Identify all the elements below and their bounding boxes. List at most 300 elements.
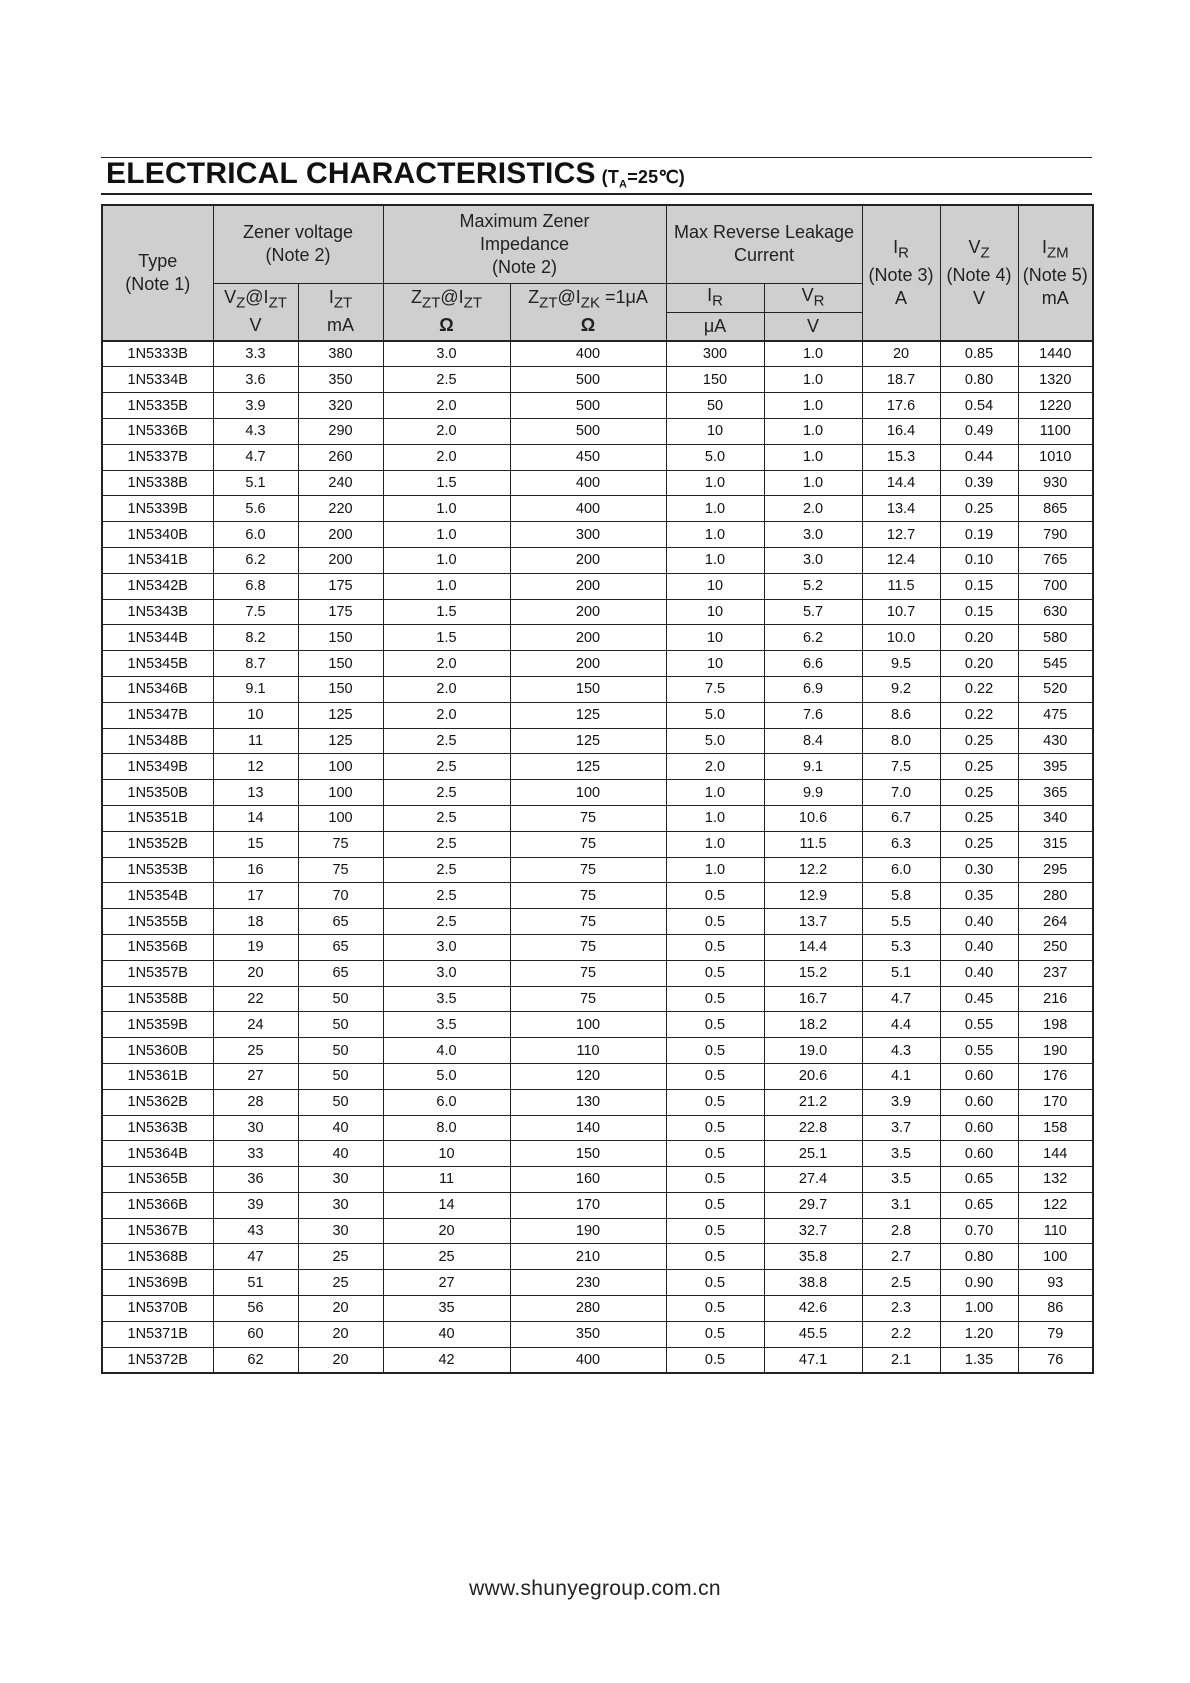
- table-cell: 0.25: [940, 780, 1018, 806]
- table-cell: 200: [510, 599, 666, 625]
- table-cell: 150: [510, 676, 666, 702]
- table-cell: 75: [510, 805, 666, 831]
- table-cell: 1N5371B: [102, 1321, 213, 1347]
- table-cell: 0.90: [940, 1270, 1018, 1296]
- table-cell: 2.0: [383, 702, 510, 728]
- table-cell: 200: [298, 547, 383, 573]
- table-cell: 200: [510, 625, 666, 651]
- table-row: [102, 651, 1093, 677]
- table-cell: 320: [298, 393, 383, 419]
- title-text: ELECTRICAL CHARACTERISTICS: [106, 157, 596, 190]
- table-cell: 5.2: [764, 573, 862, 599]
- table-row: [102, 702, 1093, 728]
- table-cell: 190: [1018, 1038, 1093, 1064]
- table-cell: 1.0: [764, 393, 862, 419]
- table-cell: 65: [298, 909, 383, 935]
- table-cell: 1N5333B: [102, 341, 213, 367]
- table-row: [102, 1347, 1093, 1373]
- table-cell: 2.2: [862, 1321, 940, 1347]
- table-cell: 5.6: [213, 496, 298, 522]
- table-cell: 0.15: [940, 599, 1018, 625]
- table-cell: 0.39: [940, 470, 1018, 496]
- table-cell: 190: [510, 1218, 666, 1244]
- table-cell: 5.0: [666, 702, 764, 728]
- table-cell: 47: [213, 1244, 298, 1270]
- table-cell: 395: [1018, 754, 1093, 780]
- table-cell: 50: [298, 1089, 383, 1115]
- table-cell: 3.0: [383, 934, 510, 960]
- table-cell: 0.5: [666, 960, 764, 986]
- table-cell: 3.0: [383, 341, 510, 367]
- table-cell: 1N5351B: [102, 805, 213, 831]
- table-cell: 198: [1018, 1012, 1093, 1038]
- header-zzt: $Z_{ZT}@I_{ZT}$ Ω: [383, 283, 510, 341]
- table-cell: 79: [1018, 1321, 1093, 1347]
- table-cell: 176: [1018, 1063, 1093, 1089]
- table-cell: 1N5363B: [102, 1115, 213, 1141]
- table-row: [102, 960, 1093, 986]
- table-cell: 0.45: [940, 986, 1018, 1012]
- table-cell: 14.4: [862, 470, 940, 496]
- title-condition: $(T_A=25℃)$: [601, 167, 685, 191]
- table-cell: 125: [298, 728, 383, 754]
- table-cell: 200: [298, 522, 383, 548]
- table-cell: 75: [510, 934, 666, 960]
- table-cell: 1N5345B: [102, 651, 213, 677]
- table-cell: 500: [510, 393, 666, 419]
- header-izt: $I_{ZT}$ mA: [298, 283, 383, 341]
- table-cell: 13: [213, 780, 298, 806]
- table-cell: 10: [666, 573, 764, 599]
- table-cell: 20.6: [764, 1063, 862, 1089]
- table-cell: 4.1: [862, 1063, 940, 1089]
- table-cell: 0.60: [940, 1089, 1018, 1115]
- table-cell: 14.4: [764, 934, 862, 960]
- table-cell: 9.5: [862, 651, 940, 677]
- table-cell: 1N5358B: [102, 986, 213, 1012]
- table-cell: 0.22: [940, 676, 1018, 702]
- table-cell: 40: [298, 1115, 383, 1141]
- table-cell: 27: [213, 1063, 298, 1089]
- table-cell: 0.25: [940, 496, 1018, 522]
- table-row: [102, 805, 1093, 831]
- table-cell: 0.80: [940, 367, 1018, 393]
- table-cell: 0.15: [940, 573, 1018, 599]
- table-cell: 50: [298, 1012, 383, 1038]
- table-cell: 158: [1018, 1115, 1093, 1141]
- table-cell: 51: [213, 1270, 298, 1296]
- title-bottom-rule: [101, 193, 1092, 195]
- table-cell: 6.8: [213, 573, 298, 599]
- table-cell: 100: [510, 1012, 666, 1038]
- table-cell: 100: [298, 805, 383, 831]
- table-cell: 27: [383, 1270, 510, 1296]
- table-cell: 25.1: [764, 1141, 862, 1167]
- table-cell: 20: [298, 1321, 383, 1347]
- table-cell: 1N5337B: [102, 444, 213, 470]
- table-cell: 35: [383, 1296, 510, 1322]
- header-max-zener-impedance: Maximum Zener Impedance (Note 2): [383, 205, 666, 283]
- table-cell: 3.9: [862, 1089, 940, 1115]
- table-cell: 350: [510, 1321, 666, 1347]
- table-cell: 0.5: [666, 1167, 764, 1193]
- table-cell: 0.5: [666, 1012, 764, 1038]
- table-cell: 1N5354B: [102, 883, 213, 909]
- table-cell: 2.5: [383, 805, 510, 831]
- table-cell: 10: [666, 651, 764, 677]
- table-cell: 20: [298, 1347, 383, 1373]
- table-cell: 25: [383, 1244, 510, 1270]
- table-cell: 17.6: [862, 393, 940, 419]
- table-cell: 8.2: [213, 625, 298, 651]
- table-row: [102, 1141, 1093, 1167]
- table-cell: 1320: [1018, 367, 1093, 393]
- table-cell: 16.4: [862, 418, 940, 444]
- table-cell: 62: [213, 1347, 298, 1373]
- table-header: [102, 205, 1093, 341]
- table-cell: 1.0: [764, 367, 862, 393]
- table-cell: 4.4: [862, 1012, 940, 1038]
- table-cell: 150: [298, 651, 383, 677]
- table-cell: 1.0: [666, 496, 764, 522]
- table-cell: 0.5: [666, 1038, 764, 1064]
- table-cell: 1N5340B: [102, 522, 213, 548]
- table-cell: 280: [510, 1296, 666, 1322]
- table-cell: 75: [298, 831, 383, 857]
- table-cell: 1010: [1018, 444, 1093, 470]
- table-cell: 12.9: [764, 883, 862, 909]
- table-cell: 3.5: [862, 1141, 940, 1167]
- table-cell: 200: [510, 547, 666, 573]
- table-cell: 43: [213, 1218, 298, 1244]
- table-cell: 260: [298, 444, 383, 470]
- table-row: [102, 1270, 1093, 1296]
- table-cell: 0.60: [940, 1063, 1018, 1089]
- table-cell: 2.0: [666, 754, 764, 780]
- table-cell: 1.0: [666, 857, 764, 883]
- table-cell: 20: [383, 1218, 510, 1244]
- table-cell: 7.6: [764, 702, 862, 728]
- table-cell: 0.30: [940, 857, 1018, 883]
- table-row: [102, 1218, 1093, 1244]
- table-row: [102, 1063, 1093, 1089]
- table-cell: 520: [1018, 676, 1093, 702]
- table-cell: 75: [510, 909, 666, 935]
- table-cell: 2.5: [383, 754, 510, 780]
- table-cell: 18: [213, 909, 298, 935]
- table-cell: 0.49: [940, 418, 1018, 444]
- table-cell: 1N5336B: [102, 418, 213, 444]
- table-cell: 380: [298, 341, 383, 367]
- table-cell: 300: [666, 341, 764, 367]
- table-cell: 25: [298, 1270, 383, 1296]
- table-cell: 75: [510, 960, 666, 986]
- header-vr-sub: $V_R$: [764, 283, 862, 313]
- table-cell: 580: [1018, 625, 1093, 651]
- table-cell: 1.0: [764, 444, 862, 470]
- table-cell: 2.5: [383, 367, 510, 393]
- table-cell: 50: [298, 1038, 383, 1064]
- table-cell: 47.1: [764, 1347, 862, 1373]
- table-cell: 1.0: [383, 496, 510, 522]
- table-cell: 50: [298, 1063, 383, 1089]
- table-cell: 8.6: [862, 702, 940, 728]
- table-row: [102, 909, 1093, 935]
- table-cell: 170: [1018, 1089, 1093, 1115]
- table-row: [102, 676, 1093, 702]
- table-cell: 10: [213, 702, 298, 728]
- table-cell: 2.0: [383, 418, 510, 444]
- table-cell: 0.10: [940, 547, 1018, 573]
- table-row: [102, 1115, 1093, 1141]
- table-cell: 0.5: [666, 934, 764, 960]
- table-cell: 13.4: [862, 496, 940, 522]
- table-cell: 132: [1018, 1167, 1093, 1193]
- table-cell: 16.7: [764, 986, 862, 1012]
- table-cell: 6.9: [764, 676, 862, 702]
- table-cell: 0.25: [940, 831, 1018, 857]
- table-cell: 10: [666, 625, 764, 651]
- table-cell: 22.8: [764, 1115, 862, 1141]
- table-cell: 100: [1018, 1244, 1093, 1270]
- table-cell: 7.0: [862, 780, 940, 806]
- table-cell: 18.2: [764, 1012, 862, 1038]
- table-cell: 125: [298, 702, 383, 728]
- table-cell: 9.9: [764, 780, 862, 806]
- table-cell: 0.5: [666, 1192, 764, 1218]
- header-ir-unit: μA: [666, 313, 764, 341]
- table-cell: 630: [1018, 599, 1093, 625]
- table-cell: 6.6: [764, 651, 862, 677]
- table-cell: 1.0: [666, 522, 764, 548]
- header-max-reverse-leakage: Max Reverse Leakage Current: [666, 205, 862, 283]
- table-cell: 75: [510, 986, 666, 1012]
- table-cell: 1.0: [383, 573, 510, 599]
- table-cell: 1N5366B: [102, 1192, 213, 1218]
- table-cell: 30: [213, 1115, 298, 1141]
- table-cell: 3.5: [383, 1012, 510, 1038]
- table-cell: 2.5: [862, 1270, 940, 1296]
- table-cell: 2.0: [383, 444, 510, 470]
- table-row: [102, 1167, 1093, 1193]
- table-cell: 0.5: [666, 1296, 764, 1322]
- table-cell: 1N5335B: [102, 393, 213, 419]
- table-cell: 36: [213, 1167, 298, 1193]
- table-cell: 1440: [1018, 341, 1093, 367]
- table-cell: 240: [298, 470, 383, 496]
- table-cell: 5.0: [383, 1063, 510, 1089]
- table-row: [102, 1244, 1093, 1270]
- table-cell: 170: [510, 1192, 666, 1218]
- table-cell: 1N5342B: [102, 573, 213, 599]
- table-cell: 2.5: [383, 780, 510, 806]
- table-cell: 3.5: [862, 1167, 940, 1193]
- table-cell: 3.0: [764, 522, 862, 548]
- table-cell: 2.5: [383, 909, 510, 935]
- table-cell: 0.25: [940, 754, 1018, 780]
- table-cell: 1.35: [940, 1347, 1018, 1373]
- table-row: [102, 831, 1093, 857]
- table-cell: 1.0: [764, 470, 862, 496]
- table-cell: 700: [1018, 573, 1093, 599]
- table-cell: 6.3: [862, 831, 940, 857]
- table-row: [102, 625, 1093, 651]
- table-cell: 3.5: [383, 986, 510, 1012]
- table-cell: 15.2: [764, 960, 862, 986]
- table-cell: 10.0: [862, 625, 940, 651]
- table-cell: 1N5361B: [102, 1063, 213, 1089]
- table-cell: 400: [510, 341, 666, 367]
- table-cell: 0.60: [940, 1141, 1018, 1167]
- table-cell: 295: [1018, 857, 1093, 883]
- table-cell: 75: [298, 857, 383, 883]
- table-cell: 8.4: [764, 728, 862, 754]
- table-cell: 0.5: [666, 1270, 764, 1296]
- table-cell: 32.7: [764, 1218, 862, 1244]
- table-cell: 0.5: [666, 1321, 764, 1347]
- table-cell: 0.20: [940, 651, 1018, 677]
- header-zener-voltage: Zener voltage (Note 2): [213, 205, 383, 283]
- table-cell: 0.55: [940, 1012, 1018, 1038]
- table-row: [102, 1321, 1093, 1347]
- table-row: [102, 1012, 1093, 1038]
- table-cell: 15.3: [862, 444, 940, 470]
- table-row: [102, 496, 1093, 522]
- table-cell: 1.0: [383, 522, 510, 548]
- table-cell: 2.5: [383, 831, 510, 857]
- table-cell: 1N5370B: [102, 1296, 213, 1322]
- table-cell: 5.1: [213, 470, 298, 496]
- table-cell: 7.5: [862, 754, 940, 780]
- table-cell: 144: [1018, 1141, 1093, 1167]
- table-cell: 9.1: [213, 676, 298, 702]
- table-cell: 100: [510, 780, 666, 806]
- table-cell: 315: [1018, 831, 1093, 857]
- table-cell: 130: [510, 1089, 666, 1115]
- table-cell: 3.6: [213, 367, 298, 393]
- table-cell: 50: [666, 393, 764, 419]
- table-cell: 5.0: [666, 444, 764, 470]
- table-cell: 22: [213, 986, 298, 1012]
- table-cell: 15: [213, 831, 298, 857]
- table-cell: 125: [510, 702, 666, 728]
- table-body: [102, 341, 1093, 1374]
- table-cell: 0.25: [940, 728, 1018, 754]
- table-cell: 220: [298, 496, 383, 522]
- table-cell: 110: [1018, 1218, 1093, 1244]
- page-title: [106, 157, 685, 191]
- table-cell: 1.5: [383, 625, 510, 651]
- table-cell: 0.5: [666, 986, 764, 1012]
- table-cell: 125: [510, 728, 666, 754]
- table-cell: 0.65: [940, 1192, 1018, 1218]
- table-cell: 1N5334B: [102, 367, 213, 393]
- table-cell: 9.1: [764, 754, 862, 780]
- table-cell: 2.5: [383, 857, 510, 883]
- table-cell: 264: [1018, 909, 1093, 935]
- table-cell: 6.0: [383, 1089, 510, 1115]
- table-cell: 20: [298, 1296, 383, 1322]
- table-cell: 0.5: [666, 909, 764, 935]
- table-cell: 45.5: [764, 1321, 862, 1347]
- table-cell: 20: [862, 341, 940, 367]
- table-cell: 11: [383, 1167, 510, 1193]
- table-row: [102, 934, 1093, 960]
- table-cell: 790: [1018, 522, 1093, 548]
- table-cell: 150: [298, 625, 383, 651]
- table-cell: 1N5367B: [102, 1218, 213, 1244]
- table-cell: 0.5: [666, 1244, 764, 1270]
- table-cell: 0.20: [940, 625, 1018, 651]
- table-cell: 2.7: [862, 1244, 940, 1270]
- table-row: [102, 1192, 1093, 1218]
- table-cell: 210: [510, 1244, 666, 1270]
- table-cell: 1N5372B: [102, 1347, 213, 1373]
- table-cell: 1N5353B: [102, 857, 213, 883]
- table-cell: 175: [298, 599, 383, 625]
- table-cell: 19: [213, 934, 298, 960]
- table-cell: 75: [510, 831, 666, 857]
- table-cell: 29.7: [764, 1192, 862, 1218]
- table-cell: 25: [298, 1244, 383, 1270]
- table-cell: 4.0: [383, 1038, 510, 1064]
- table-cell: 10.7: [862, 599, 940, 625]
- table-cell: 0.40: [940, 960, 1018, 986]
- table-cell: 765: [1018, 547, 1093, 573]
- table-cell: 430: [1018, 728, 1093, 754]
- table-cell: 11.5: [862, 573, 940, 599]
- table-cell: 14: [213, 805, 298, 831]
- header-ir-sub: $I_R$: [666, 283, 764, 313]
- header-vz-at-izt: $V_Z@I_{ZT}$ V: [213, 283, 298, 341]
- table-cell: 12: [213, 754, 298, 780]
- table-cell: 150: [298, 676, 383, 702]
- table-cell: 1N5364B: [102, 1141, 213, 1167]
- table-cell: 450: [510, 444, 666, 470]
- table-row: [102, 857, 1093, 883]
- table-cell: 10: [666, 599, 764, 625]
- table-row: [102, 599, 1093, 625]
- table-cell: 0.65: [940, 1167, 1018, 1193]
- table-cell: 8.0: [383, 1115, 510, 1141]
- table-cell: 0.5: [666, 1218, 764, 1244]
- table-cell: 56: [213, 1296, 298, 1322]
- table-cell: 1.0: [666, 470, 764, 496]
- table-cell: 250: [1018, 934, 1093, 960]
- table-cell: 1.20: [940, 1321, 1018, 1347]
- table-cell: 1.0: [666, 805, 764, 831]
- table-cell: 1N5339B: [102, 496, 213, 522]
- table-cell: 6.0: [862, 857, 940, 883]
- table-row: [102, 1089, 1093, 1115]
- table-cell: 30: [298, 1218, 383, 1244]
- table-cell: 13.7: [764, 909, 862, 935]
- table-cell: 1N5368B: [102, 1244, 213, 1270]
- table-cell: 2.0: [383, 651, 510, 677]
- table-cell: 930: [1018, 470, 1093, 496]
- table-cell: 110: [510, 1038, 666, 1064]
- table-cell: 2.5: [383, 883, 510, 909]
- table-cell: 280: [1018, 883, 1093, 909]
- table-cell: 7.5: [213, 599, 298, 625]
- table-row: [102, 986, 1093, 1012]
- table-cell: 75: [510, 857, 666, 883]
- table-cell: 1N5352B: [102, 831, 213, 857]
- table-cell: 100: [298, 780, 383, 806]
- table-cell: 1.0: [764, 418, 862, 444]
- table-row: [102, 1296, 1093, 1322]
- table-cell: 1N5369B: [102, 1270, 213, 1296]
